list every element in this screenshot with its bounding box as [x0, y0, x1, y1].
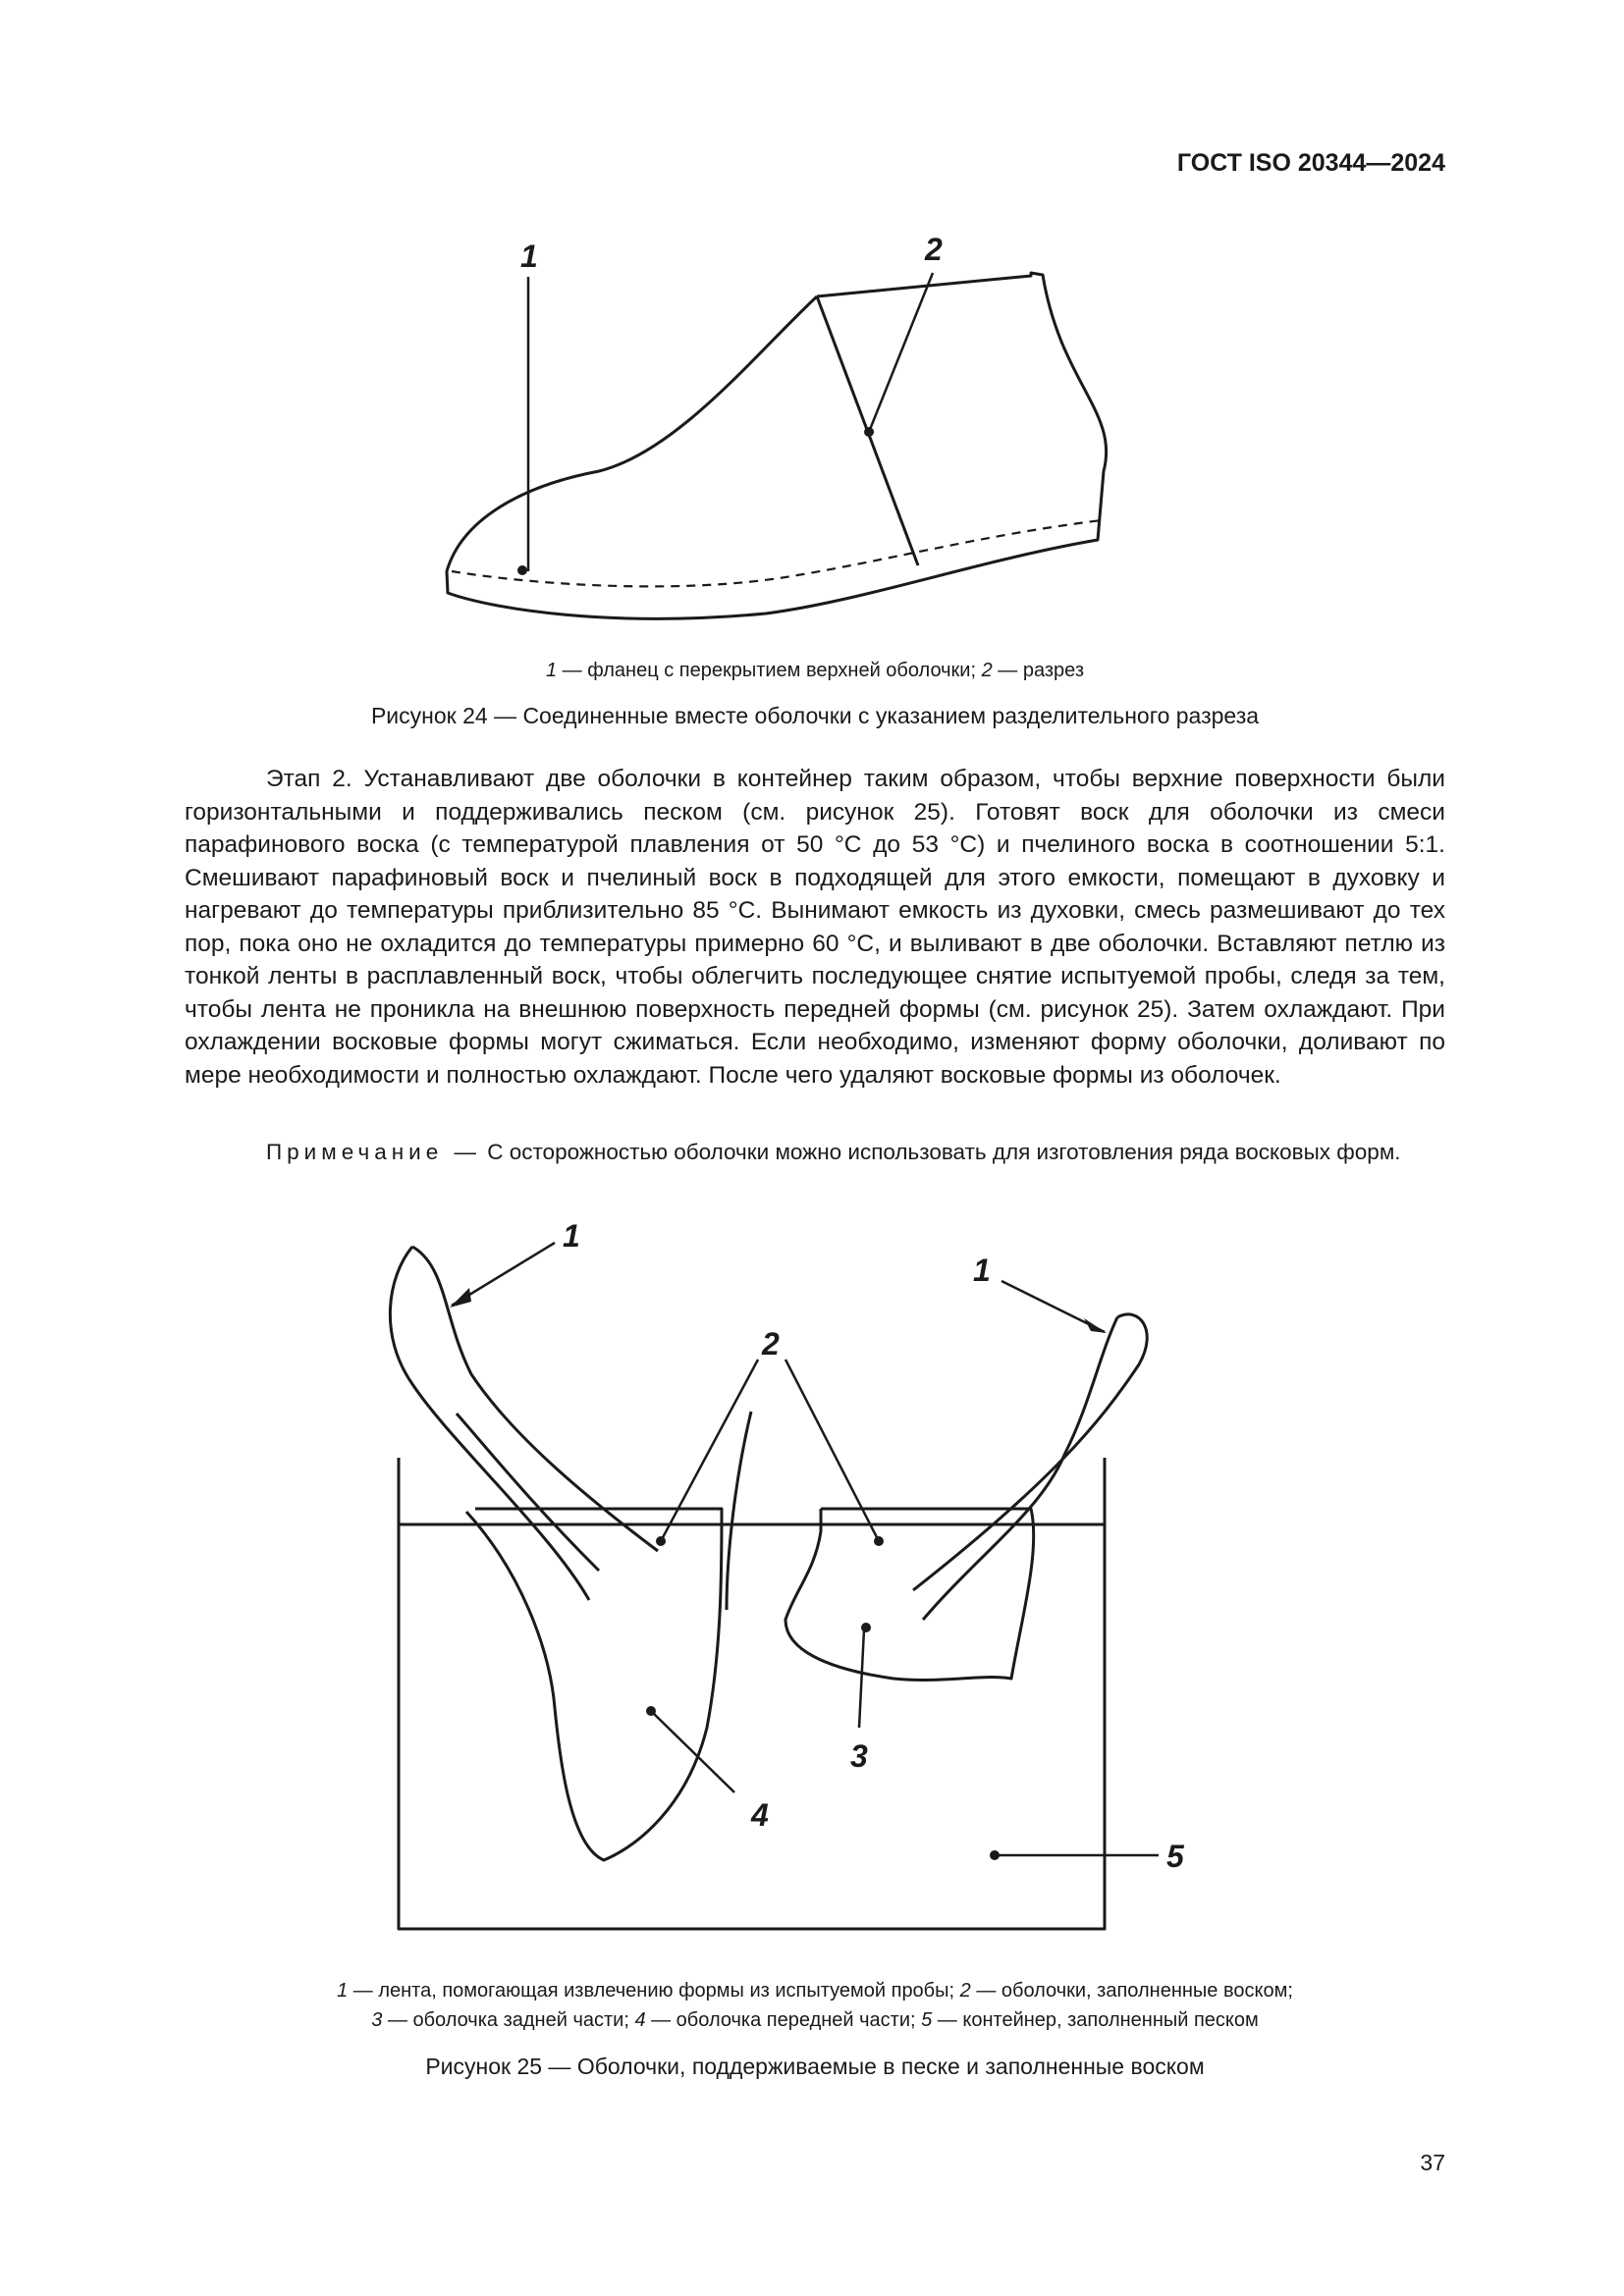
fig25-label-2: 2	[762, 1326, 780, 1362]
ribbon-left-mid	[457, 1414, 599, 1571]
fig25-label-1-right: 1	[973, 1253, 991, 1288]
figure-24-caption: Рисунок 24 — Соединенные вместе оболочки с указанием разделительного разреза	[370, 703, 1260, 728]
arrow-1-left	[450, 1288, 471, 1308]
fig24-label-2: 2	[925, 232, 943, 267]
fig24-label-1: 1	[520, 239, 538, 274]
legend-line-1: 1 — лента, помогающая извлечению формы из испытуемой пробы; 2 — оболочки, заполненные воском;	[337, 1980, 1293, 2002]
back-shell-outline	[785, 1509, 1034, 1680]
fig25-label-5: 5	[1166, 1839, 1184, 1874]
sand-container	[399, 1458, 1105, 1929]
fig25-label-4: 4	[751, 1797, 769, 1833]
ribbon-left	[390, 1247, 589, 1600]
figure-24-legend: 1 — фланец с перекрытием верхней оболочки; 2 — разрез	[545, 660, 1084, 681]
figure-25-legend	[185, 1976, 1445, 2035]
fig25-label-1-left: 1	[563, 1218, 580, 1254]
step-2-paragraph: Этап 2. Устанавливают две оболочки в контейнер таким образом, чтобы верхние поверхности были горизонтальными и поддерживались песком (см. рисунок 25). Готовят воск для оболочки из смеси парафинового воска (с температурой плавления от 50 °С до 53 °С) и пчелиного воска в соотношении 5:1. Смешивают парафиновый воск и пчелиный воск в подходящей для этого емкости, помещают в духовку и нагревают до температуры приблизительно 85 °С. Вынимают емкость из духовки, смесь размешивают до тех пор, пока оно не охладится до температуры примерно 60 °С, и выливают в две оболочки. Вставляют петлю из тонкой ленты в расплавленный воск, чтобы облегчить последующее снятие испытуемой пробы, следя за тем, чтобы лента не проникла на внешнюю поверхность передней формы (см. рисунок 25). Затем охлаждают. При охлаждении восковые формы могут сжиматься. Если необходимо, изменяют форму оболочки, доливают по мере необходимости и полностью охлаждают. После чего удаляют восковые формы из оболочек.	[185, 766, 1445, 1089]
figure-25-caption: Рисунок 25 — Оболочки, поддерживаемые в песке и заполненные воском	[425, 2054, 1205, 2079]
ribbon-right	[913, 1314, 1147, 1590]
ribbon-tail	[727, 1412, 751, 1610]
note-block: Примечание — С осторожностью оболочки можно использовать для изготовления ряда восковых форм.	[266, 1140, 1401, 1164]
ribbon-right-inner	[923, 1317, 1117, 1620]
page-number: 37	[1420, 2150, 1445, 2175]
fig25-label-3: 3	[850, 1738, 868, 1774]
legend-line-2: 3 — оболочка задней части; 4 — оболочка передней части; 5 — контейнер, заполненный песком	[371, 2009, 1259, 2031]
document-header: ГОСТ ISO 20344—2024	[1176, 149, 1445, 177]
front-shell-outline	[466, 1509, 722, 1860]
